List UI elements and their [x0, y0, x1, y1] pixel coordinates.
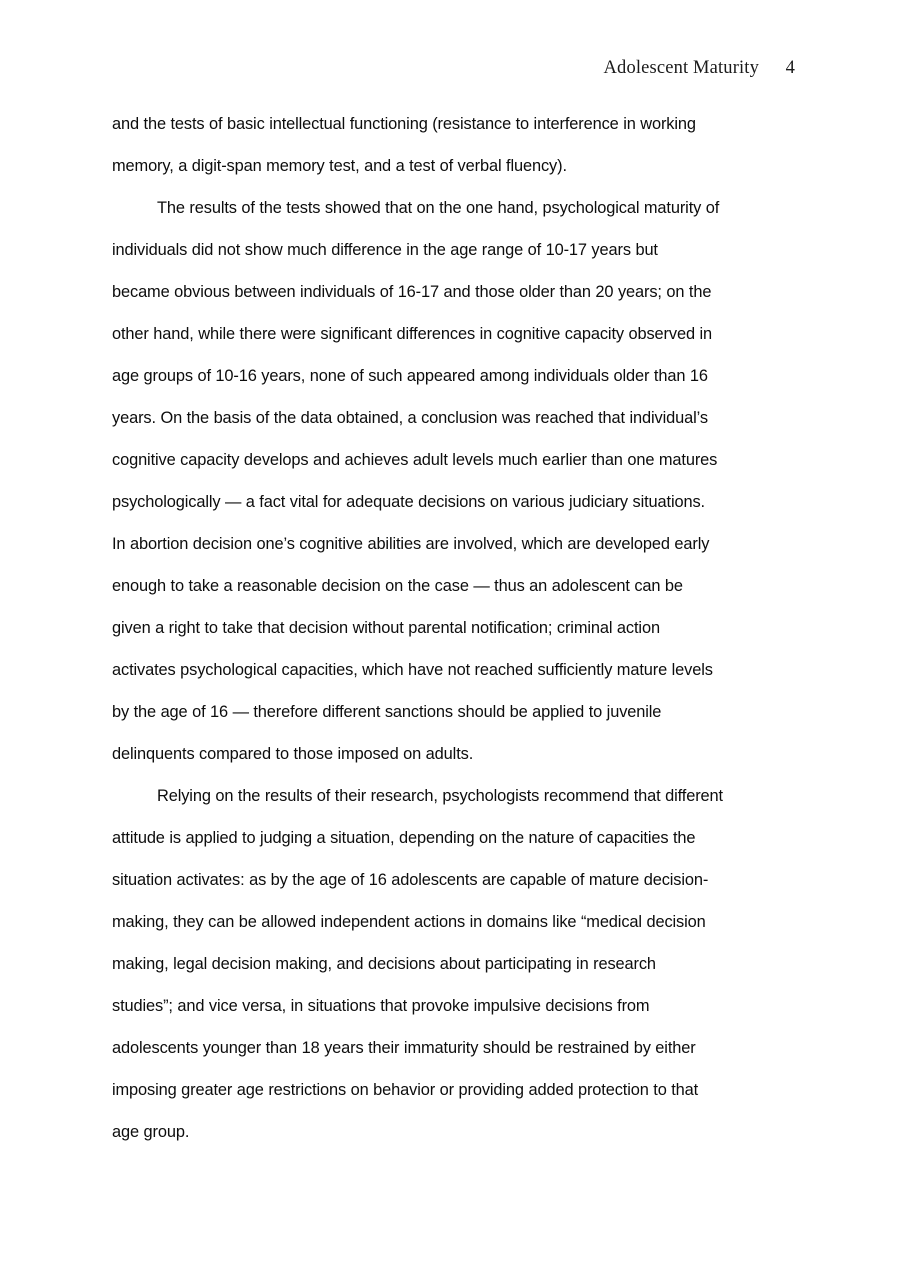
text-line: making, they can be allowed independent actions in domains like “medical decision — [112, 913, 706, 931]
text-line: In abortion decision one’s cognitive abilities are involved, which are developed early — [112, 535, 710, 553]
body-text-block — [112, 103, 796, 1153]
paragraph-results — [112, 187, 796, 775]
text-line: Relying on the results of their research, psychologists recommend that different — [157, 787, 723, 805]
text-line: studies”; and vice versa, in situations that provoke impulsive decisions from — [112, 997, 650, 1015]
text-line: The results of the tests showed that on the one hand, psychological maturity of — [157, 199, 720, 217]
running-head-title: Adolescent Maturity — [603, 58, 759, 78]
running-head — [112, 55, 795, 81]
text-line: situation activates: as by the age of 16 adolescents are capable of mature decision- — [112, 871, 709, 889]
text-line: making, legal decision making, and decisions about participating in research — [112, 955, 656, 973]
page-number: 4 — [785, 58, 795, 78]
text-line: years. On the basis of the data obtained, a conclusion was reached that individual’s — [112, 409, 708, 427]
text-line: age groups of 10-16 years, none of such appeared among individuals older than 16 — [112, 367, 708, 385]
text-line: by the age of 16 — therefore different sanctions should be applied to juvenile — [112, 703, 662, 721]
text-line: given a right to take that decision without parental notification; criminal action — [112, 619, 660, 637]
text-line: enough to take a reasonable decision on the case — thus an adolescent can be — [112, 577, 683, 595]
text-line: individuals did not show much difference in the age range of 10-17 years but — [112, 241, 658, 259]
text-line: memory, a digit-span memory test, and a test of verbal fluency). — [112, 157, 567, 175]
text-line: delinquents compared to those imposed on adults. — [112, 745, 474, 763]
text-line: activates psychological capacities, which have not reached sufficiently mature levels — [112, 661, 713, 679]
text-line: psychologically — a fact vital for adequate decisions on various judiciary situations. — [112, 493, 705, 511]
text-line: cognitive capacity develops and achieves adult levels much earlier than one matures — [112, 451, 718, 469]
text-line: adolescents younger than 18 years their immaturity should be restrained by either — [112, 1039, 696, 1057]
text-line: and the tests of basic intellectual functioning (resistance to interference in working — [112, 115, 696, 133]
text-line: attitude is applied to judging a situation, depending on the nature of capacities the — [112, 829, 696, 847]
text-line: age group. — [112, 1123, 190, 1141]
paragraph-continuation — [112, 103, 796, 187]
text-line: imposing greater age restrictions on behavior or providing added protection to that — [112, 1081, 699, 1099]
text-line: other hand, while there were significant differences in cognitive capacity observed in — [112, 325, 713, 343]
text-line: became obvious between individuals of 16-17 and those older than 20 years; on the — [112, 283, 712, 301]
paragraph-recommendations — [112, 775, 796, 1153]
